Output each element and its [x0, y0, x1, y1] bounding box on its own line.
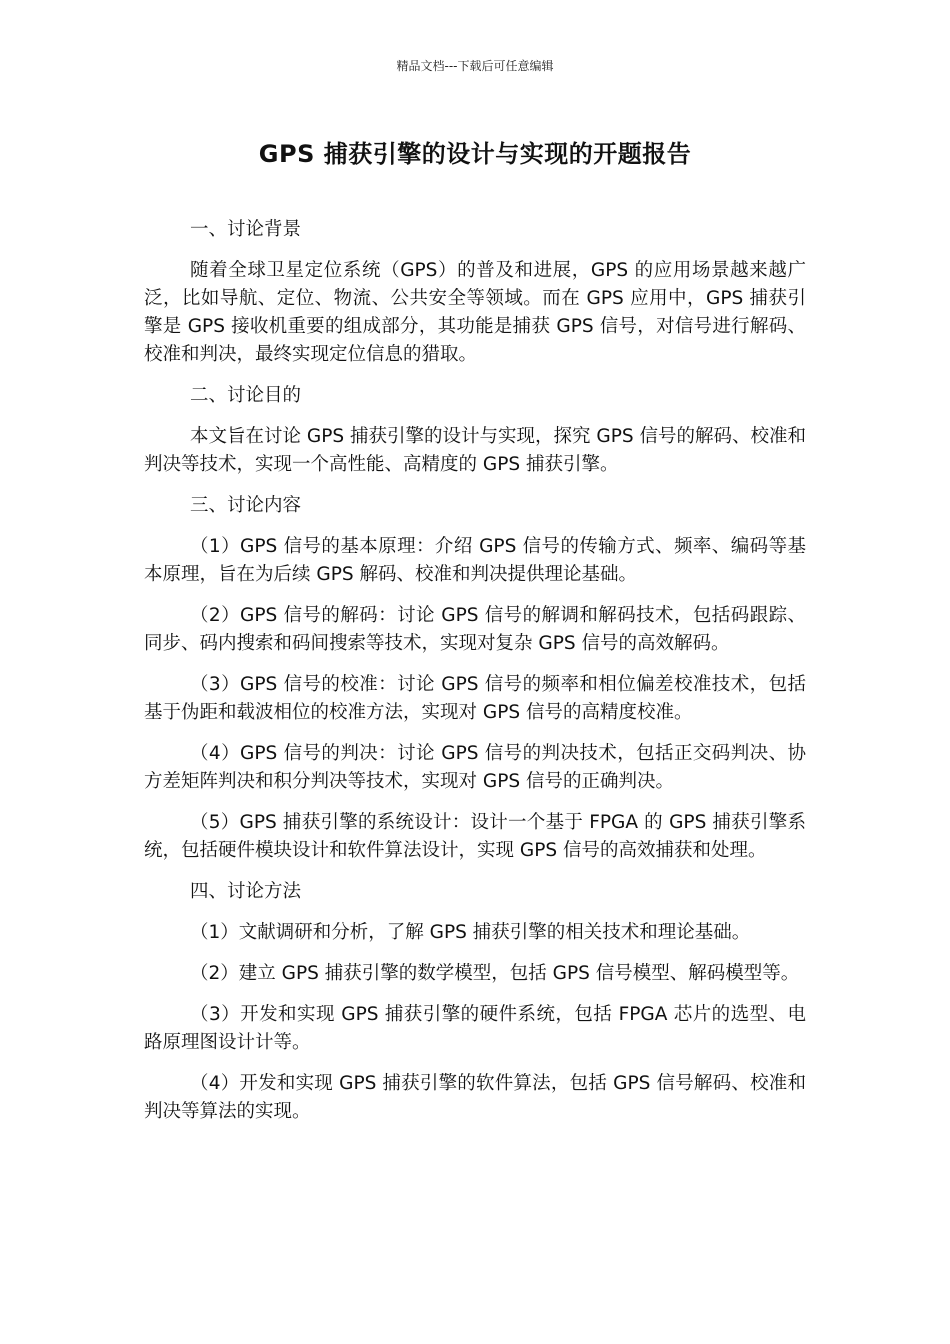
- list-item: （2）GPS 信号的解码：讨论 GPS 信号的解调和解码技术，包括码跟踪、同步、码内搜索和码间搜索等技术，实现对复杂 GPS 信号的高效解码。: [144, 605, 806, 654]
- list-item: （4）GPS 信号的判决：讨论 GPS 信号的判决技术，包括正交码判决、协方差矩阵判决和积分判决等技术，实现对 GPS 信号的正确判决。: [144, 743, 806, 792]
- page-header: 精品文档---下载后可任意编辑: [396, 59, 554, 73]
- document-body: [144, 216, 806, 1139]
- document-title: GPS 捕获引擎的设计与实现的开题报告: [258, 140, 692, 168]
- section-heading: 三、讨论内容: [190, 495, 302, 516]
- section-content: [144, 492, 806, 865]
- section-background: [144, 216, 806, 369]
- list-item: （3）开发和实现 GPS 捕获引擎的硬件系统，包括 FPGA 芯片的选型、电路原理图设计计等。: [144, 1004, 806, 1053]
- list-item: （3）GPS 信号的校准：讨论 GPS 信号的频率和相位偏差校准技术，包括基于伪距和载波相位的校准方法，实现对 GPS 信号的高精度校准。: [144, 674, 806, 723]
- list-item: （2）建立 GPS 捕获引擎的数学模型，包括 GPS 信号模型、解码模型等。: [190, 963, 800, 984]
- paragraph: 本文旨在讨论 GPS 捕获引擎的设计与实现，探究 GPS 信号的解码、校准和判决等技术，实现一个高性能、高精度的 GPS 捕获引擎。: [144, 426, 806, 475]
- section-heading: 四、讨论方法: [190, 881, 302, 902]
- section-purpose: [144, 382, 806, 479]
- section-heading: 二、讨论目的: [190, 385, 302, 406]
- section-heading: 一、讨论背景: [190, 219, 302, 240]
- section-methods: [144, 878, 806, 1126]
- paragraph: 随着全球卫星定位系统（GPS）的普及和进展，GPS 的应用场景越来越广泛，比如导航、定位、物流、公共安全等领域。而在 GPS 应用中，GPS 捕获引擎是 GPS 接收机重要的组成部分，其功能是捕获 GPS 信号，对信号进行解码、校准和判决，最终实现定位信息的猎取。: [144, 260, 806, 365]
- list-item: （4）开发和实现 GPS 捕获引擎的软件算法，包括 GPS 信号解码、校准和判决等算法的实现。: [144, 1073, 806, 1122]
- list-item: （1）GPS 信号的基本原理：介绍 GPS 信号的传输方式、频率、编码等基本原理，旨在为后续 GPS 解码、校准和判决提供理论基础。: [144, 536, 806, 585]
- list-item: （1）文献调研和分析，了解 GPS 捕获引擎的相关技术和理论基础。: [190, 922, 751, 943]
- list-item: （5）GPS 捕获引擎的系统设计：设计一个基于 FPGA 的 GPS 捕获引擎系统，包括硬件模块设计和软件算法设计，实现 GPS 信号的高效捕获和处理。: [144, 812, 806, 861]
